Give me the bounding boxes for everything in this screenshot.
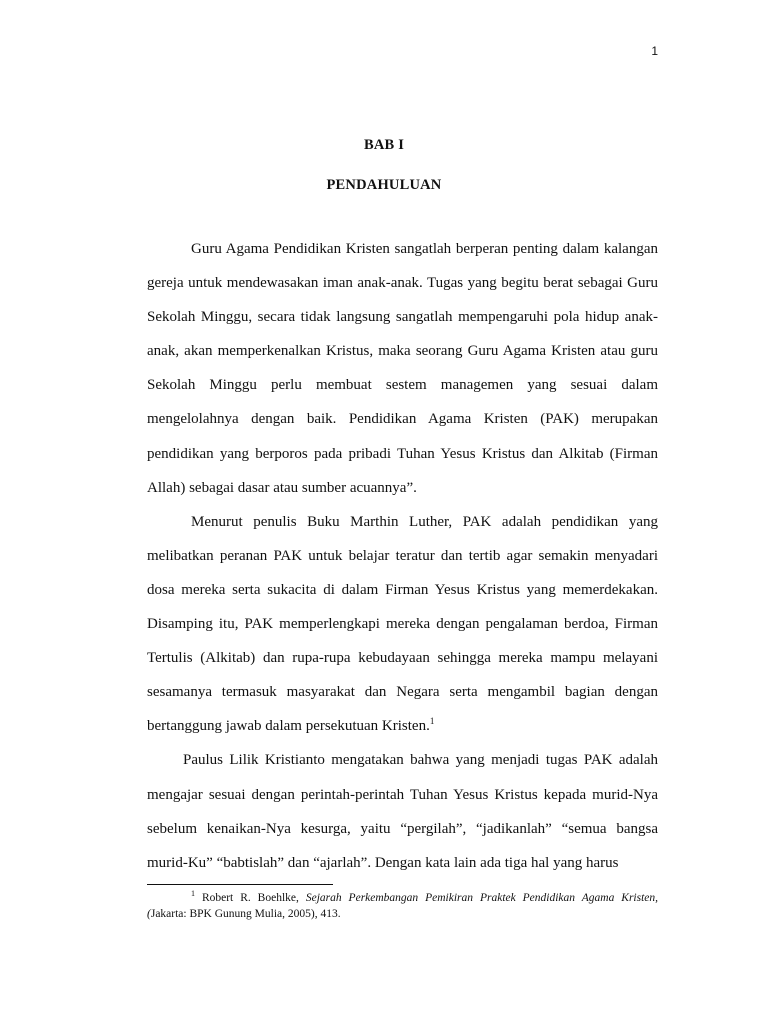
- footnote-title: Sejarah Perkembangan Pemikiran Praktek Pendidikan Agama Kristen, (: [147, 892, 659, 920]
- footnote-publication: Jakarta: BPK Gunung Mulia, 2005), 413.: [150, 908, 341, 920]
- paragraph-1: [147, 232, 658, 505]
- paragraph-1-text: Guru Agama Pendidikan Kristen sangatlah berperan penting dalam kalangan gereja untuk mendewasakan iman anak-anak. Tugas yang begitu berat sebagai Guru Sekolah Minggu, secara tidak langsung sangatlah mempengaruhi pola hidup anak-anak, akan memperkenalkan Kristus, maka seorang Guru Agama Kristen atau guru Sekolah Minggu perlu membuat sestem managemen yang sesuai dalam mengelolahnya dengan baik. Pendidikan Agama Kristen (PAK) merupakan pendidikan yang berporos pada pribadi Tuhan Yesus Kristus dan Alkitab (Firman Allah) sebagai dasar atau sumber acuannya”.: [147, 241, 658, 496]
- body-text: [147, 232, 658, 880]
- chapter-label: BAB I: [363, 137, 405, 153]
- paragraph-3: [147, 743, 658, 879]
- paragraph-3-text: Paulus Lilik Kristianto mengatakan bahwa yang menjadi tugas PAK adalah mengajar sesuai dengan perintah-perintah Tuhan Yesus Kristus kepada murid-Nya sebelum kenaikan-Nya kesurga, yaitu “pergilah”, “jadikanlah” “semua bangsa murid-Ku” “babtislah” dan “ajarlah”. Dengan kata lain ada tiga hal yang harus: [147, 752, 658, 871]
- footnote-author: Robert R. Boehlke,: [201, 892, 299, 904]
- footnote-reference[interactable]: 1: [429, 716, 435, 727]
- chapter-title: PENDAHULUAN: [326, 177, 442, 193]
- footnote: [147, 890, 658, 922]
- paragraph-2-text: Menurut penulis Buku Marthin Luther, PAK adalah pendidikan yang melibatkan peranan PAK untuk belajar teratur dan tertib agar semakin menyadari dosa mereka serta sukacita di dalam Firman Yesus Kristus yang memerdekakan. Disamping itu, PAK memperlengkapi mereka dengan pengalaman berdoa, Firman Tertulis (Alkitab) dan rupa-rupa kebudayaan sehingga mereka mampu melayani sesamanya termasuk masyarakat dan Negara serta mengambil bagian dengan bertanggung jawab dalam persekutuan Kristen.: [147, 513, 658, 735]
- footnote-divider: [147, 884, 333, 885]
- page-number: 1: [651, 44, 658, 58]
- footnote-number: 1: [191, 889, 195, 899]
- paragraph-2: [147, 505, 658, 744]
